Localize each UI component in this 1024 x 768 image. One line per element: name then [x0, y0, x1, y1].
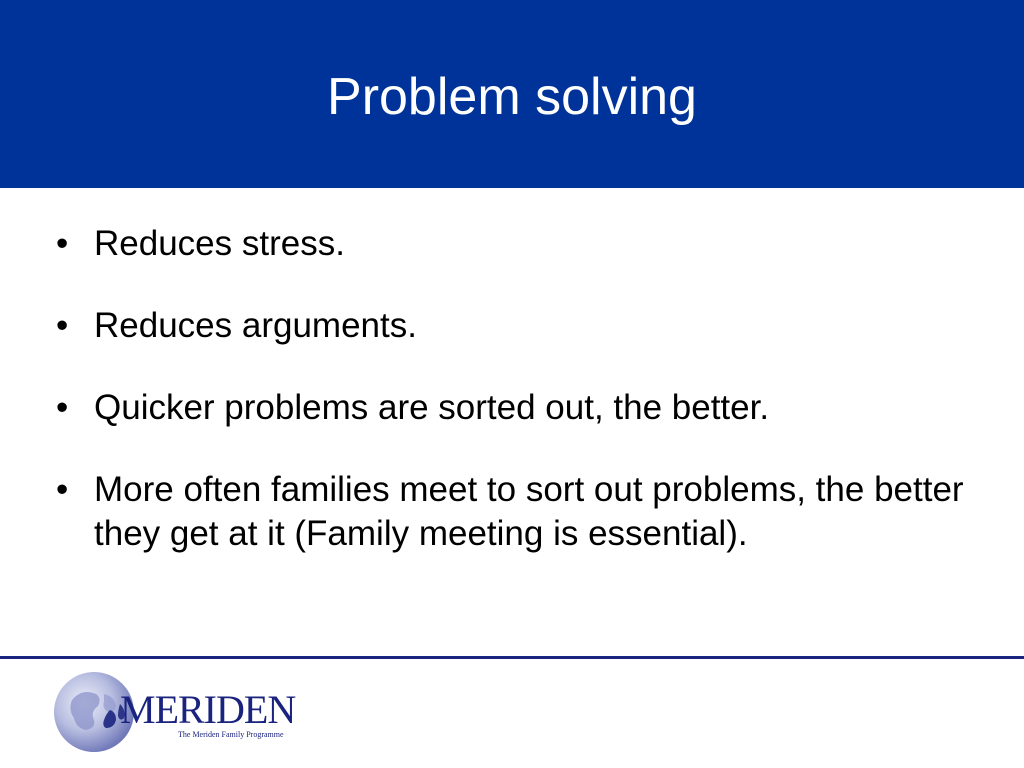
meriden-logo [52, 670, 302, 754]
logo-tagline: The Meriden Family Programme [178, 730, 284, 739]
bullet-item [56, 386, 986, 430]
bullet-item [56, 468, 986, 556]
logo-wordmark: MERIDEN [120, 687, 296, 732]
bullet-icon: • [56, 306, 69, 345]
bullet-text: Reduces arguments. [94, 306, 417, 345]
bullet-text: Reduces stress. [94, 224, 345, 263]
bullet-icon: • [56, 224, 69, 263]
bullet-list [56, 222, 986, 594]
slide-title: Problem solving [327, 68, 697, 126]
bullet-item [56, 304, 986, 348]
bullet-item [56, 222, 986, 266]
bullet-text: Quicker problems are sorted out, the better. [94, 388, 770, 427]
bullet-icon: • [56, 470, 69, 509]
footer-divider [0, 656, 1024, 659]
bullet-text: More often families meet to sort out problems, the better they get at it (Family meeting is essential). [94, 470, 964, 553]
title-bar [0, 0, 1024, 188]
bullet-icon: • [56, 388, 69, 427]
